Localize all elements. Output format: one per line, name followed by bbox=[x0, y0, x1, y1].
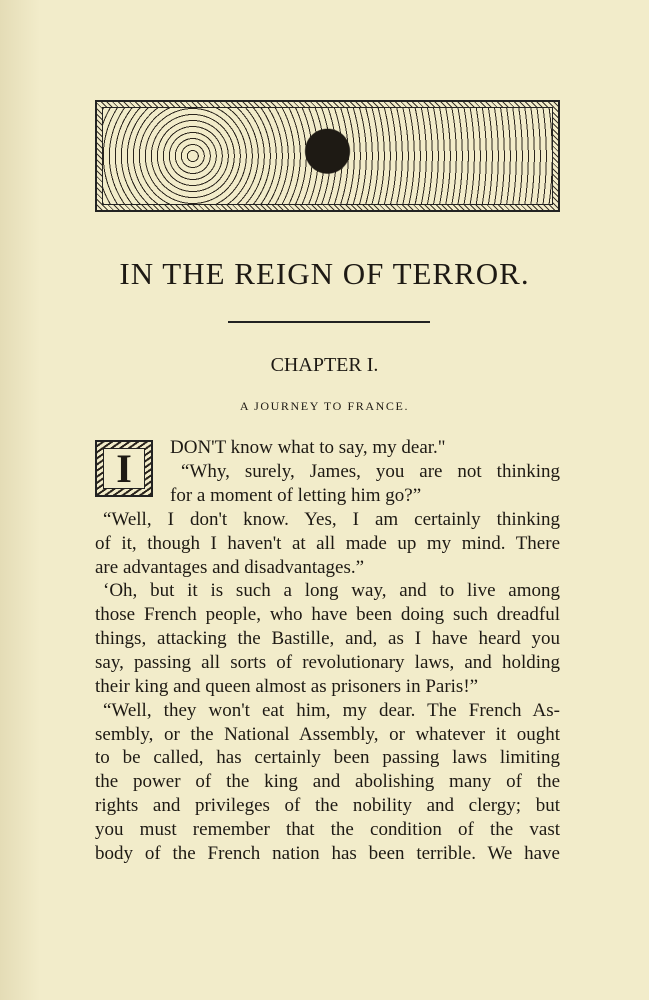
text-line: sembly, or the National Assembly, or whatever it ought bbox=[95, 724, 560, 745]
text-line: rights and privileges of the nobility and clergy; but bbox=[95, 795, 560, 816]
text-line: their king and queen almost as prisoners in Paris!” bbox=[95, 676, 479, 697]
text-line: say, passing all sorts of revolutionary laws, and holding bbox=[95, 652, 560, 673]
title-rule bbox=[228, 321, 430, 323]
eagle-ornament-icon bbox=[102, 107, 553, 205]
text-line: you must remember that the condition of the vast bbox=[95, 819, 560, 840]
book-title: IN THE REIGN OF TERROR. bbox=[119, 256, 530, 291]
drop-cap-letter: I bbox=[103, 448, 145, 489]
text-line: “Well, I don't know. Yes, I am certainly thinking bbox=[103, 509, 560, 530]
text-line: body of the French nation has been terrible. We have bbox=[95, 843, 560, 864]
text-line: are advantages and disadvantages.” bbox=[95, 557, 365, 578]
text-line: DON'T know what to say, my dear." bbox=[170, 437, 446, 458]
text-line: things, attacking the Bastille, and, as I have heard you bbox=[95, 628, 560, 649]
chapter-title: A JOURNEY TO FRANCE. bbox=[239, 399, 410, 413]
text-line: those French people, who have been doing such dreadful bbox=[95, 604, 560, 625]
text-line: to be called, has certainly been passing laws limiting bbox=[95, 747, 560, 768]
text-line: of it, though I haven't at all made up my mind. There bbox=[95, 533, 560, 554]
chapter-heading: CHAPTER I. bbox=[270, 354, 379, 376]
text-line: for a moment of letting him go?” bbox=[170, 485, 422, 506]
text-line: “Why, surely, James, you are not thinking bbox=[181, 461, 560, 482]
text-line: the power of the king and abolishing many of the bbox=[95, 771, 560, 792]
ornamental-headpiece bbox=[95, 100, 560, 212]
text-line: ‘Oh, but it is such a long way, and to live among bbox=[103, 580, 560, 601]
drop-cap bbox=[95, 440, 153, 497]
page-gutter-shadow bbox=[0, 0, 40, 1000]
text-line: “Well, they won't eat him, my dear. The French As- bbox=[103, 700, 560, 721]
